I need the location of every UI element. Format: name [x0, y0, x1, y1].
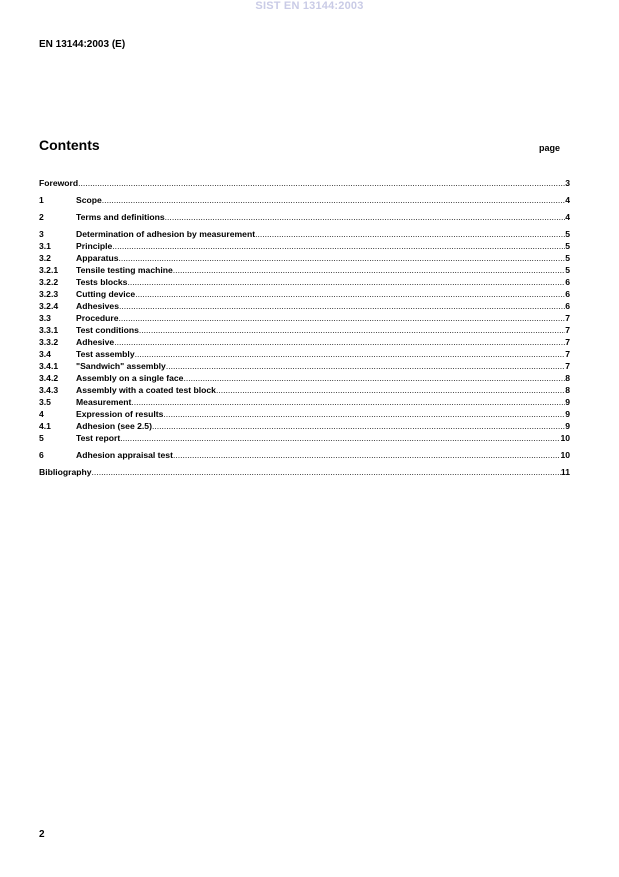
toc-entry-page: 7 — [565, 349, 570, 359]
contents-title: Contents — [39, 137, 100, 153]
toc-entry-title: Test report — [76, 433, 121, 443]
toc-entry-number: 3.4.3 — [39, 385, 59, 395]
toc-entry[interactable] — [39, 288, 570, 300]
toc-entry[interactable] — [39, 449, 570, 461]
toc-entry-page: 4 — [565, 212, 570, 222]
toc-entry-title: Test conditions — [76, 325, 139, 335]
document-id: EN 13144:2003 (E) — [39, 39, 126, 50]
toc-leader-dots — [119, 312, 566, 324]
toc-entry-page: 5 — [565, 229, 570, 239]
toc-entry-page: 4 — [565, 195, 570, 205]
toc-entry-page: 10 — [560, 433, 570, 443]
toc-entry-title: Expression of results — [76, 409, 164, 419]
toc-entry-title: Bibliography — [39, 467, 92, 477]
toc-entry-title: Adhesion (see 2.5) — [76, 421, 152, 431]
toc-entry-number: 5 — [39, 433, 44, 443]
toc-entry-title: Test assembly — [76, 349, 135, 359]
toc-entry-number: 3.3 — [39, 313, 51, 323]
toc-entry-number: 4.1 — [39, 421, 51, 431]
toc-leader-dots — [183, 372, 565, 384]
toc-entry-number: 3.4.1 — [39, 361, 59, 371]
toc-entry-title: Assembly with a coated test block — [76, 385, 216, 395]
toc-entry-number: 3.3.1 — [39, 325, 59, 335]
toc-entry[interactable] — [39, 396, 570, 408]
toc-leader-dots — [127, 276, 565, 288]
toc-entry[interactable] — [39, 211, 570, 223]
toc-leader-dots — [119, 300, 565, 312]
toc-entry-number: 3.2 — [39, 253, 51, 263]
toc-entry-title: "Sandwich" assembly — [76, 361, 166, 371]
toc-entry-page: 8 — [565, 385, 570, 395]
toc-leader-dots — [112, 240, 565, 252]
toc-leader-dots — [135, 288, 565, 300]
toc-entry-number: 3.5 — [39, 397, 51, 407]
page-column-label: page — [539, 143, 561, 153]
toc-entry-title: Procedure — [76, 313, 119, 323]
toc-entry-title: Adhesives — [76, 301, 119, 311]
toc-entry-number: 3.4 — [39, 349, 51, 359]
toc-entry-number: 6 — [39, 450, 44, 460]
toc-entry-title: Cutting device — [76, 289, 136, 299]
toc-entry[interactable] — [39, 466, 570, 478]
toc-leader-dots — [78, 177, 565, 189]
toc-entry[interactable] — [39, 372, 570, 384]
toc-entry-page: 5 — [565, 265, 570, 275]
toc-entry-page: 7 — [565, 361, 570, 371]
toc-entry-page: 6 — [565, 301, 570, 311]
toc-leader-dots — [152, 420, 565, 432]
toc-entry-number: 1 — [39, 195, 44, 205]
toc-leader-dots — [166, 360, 565, 372]
toc-entry-page: 7 — [565, 313, 570, 323]
toc-entry-title: Measurement — [76, 397, 132, 407]
toc-entry-page: 9 — [565, 409, 570, 419]
toc-entry-page: 6 — [565, 289, 570, 299]
toc-entry[interactable] — [39, 336, 570, 348]
toc-leader-dots — [165, 211, 566, 223]
toc-entry-title: Scope — [76, 195, 102, 205]
toc-entry[interactable] — [39, 432, 570, 444]
toc-leader-dots — [173, 264, 565, 276]
toc-entry-page: 7 — [565, 325, 570, 335]
toc-entry[interactable] — [39, 276, 570, 288]
toc-entry-title: Adhesive — [76, 337, 115, 347]
toc-entry[interactable] — [39, 252, 570, 264]
toc-entry[interactable] — [39, 194, 570, 206]
toc-entry-page: 8 — [565, 373, 570, 383]
toc-entry-page: 3 — [565, 178, 570, 188]
toc-entry-number: 3.3.2 — [39, 337, 59, 347]
toc-entry-number: 3.2.2 — [39, 277, 59, 287]
toc-entry-page: 11 — [560, 467, 570, 477]
toc-entry-page: 9 — [565, 397, 570, 407]
toc-leader-dots — [173, 449, 560, 461]
toc-entry-title: Principle — [76, 241, 113, 251]
toc-entry-page: 7 — [565, 337, 570, 347]
toc-entry[interactable] — [39, 408, 570, 420]
toc-entry-title: Determination of adhesion by measurement — [76, 229, 256, 239]
toc-entry-number: 3 — [39, 229, 44, 239]
toc-entry[interactable] — [39, 240, 570, 252]
toc-entry-page: 10 — [560, 450, 570, 460]
toc-entry-number: 4 — [39, 409, 44, 419]
toc-leader-dots — [139, 324, 565, 336]
toc-entry-title: Tensile testing machine — [76, 265, 173, 275]
toc-leader-dots — [131, 396, 565, 408]
toc-entry-number: 3.1 — [39, 241, 51, 251]
toc-leader-dots — [120, 432, 560, 444]
toc-entry-title: Foreword — [39, 178, 79, 188]
toc-entry-page: 9 — [565, 421, 570, 431]
toc-entry-page: 5 — [565, 253, 570, 263]
toc-entry[interactable] — [39, 324, 570, 336]
toc-entry-title: Terms and definitions — [76, 212, 165, 222]
toc-entry[interactable] — [39, 312, 570, 324]
toc-entry[interactable] — [39, 300, 570, 312]
toc-entry[interactable] — [39, 264, 570, 276]
toc-leader-dots — [135, 348, 566, 360]
toc-entry-title: Tests blocks — [76, 277, 128, 287]
toc-entry-page: 6 — [565, 277, 570, 287]
toc-leader-dots — [119, 252, 566, 264]
toc-entry[interactable] — [39, 348, 570, 360]
toc-entry-page: 5 — [565, 241, 570, 251]
toc-entry-number: 3.2.3 — [39, 289, 59, 299]
toc-leader-dots — [163, 408, 565, 420]
toc-entry[interactable] — [39, 228, 570, 240]
toc-entry-title: Adhesion appraisal test — [76, 450, 173, 460]
toc-entry[interactable] — [39, 177, 570, 189]
toc-leader-dots — [255, 228, 565, 240]
toc-entry-number: 3.2.1 — [39, 265, 59, 275]
toc-entry-number: 2 — [39, 212, 44, 222]
table-of-contents — [39, 177, 570, 478]
toc-entry-number: 3.4.2 — [39, 373, 59, 383]
toc-entry[interactable] — [39, 360, 570, 372]
toc-leader-dots — [216, 384, 565, 396]
page-number: 2 — [39, 829, 45, 840]
toc-entry-title: Assembly on a single face — [76, 373, 184, 383]
watermark: SIST EN 13144:2003 — [255, 0, 364, 12]
toc-leader-dots — [114, 336, 565, 348]
toc-entry-title: Apparatus — [76, 253, 119, 263]
toc-entry[interactable] — [39, 384, 570, 396]
toc-entry[interactable] — [39, 420, 570, 432]
toc-leader-dots — [102, 194, 565, 206]
toc-entry-number: 3.2.4 — [39, 301, 59, 311]
toc-leader-dots — [92, 466, 561, 478]
